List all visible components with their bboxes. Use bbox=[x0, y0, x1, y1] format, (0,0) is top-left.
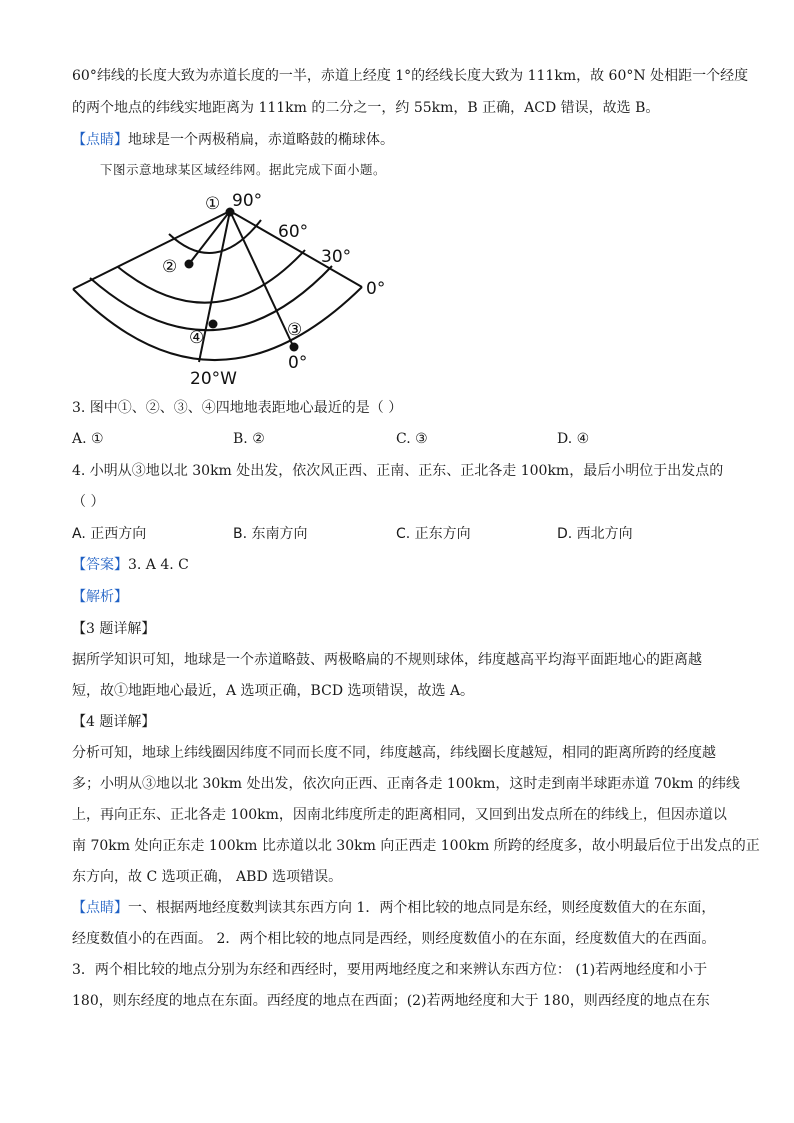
note-text: 地球是一个两极稍扁，赤道略鼓的椭球体。 bbox=[128, 132, 394, 148]
label-point-1: ① bbox=[205, 194, 221, 214]
tip-tag: 【点睛】 bbox=[72, 900, 128, 916]
intro-note bbox=[72, 130, 394, 150]
d4-line-3: 上，再向正东、正北各走 100km，因南北纬度所走的距离相同，又回到出发点所在的纬线上，但因赤道以 bbox=[72, 807, 727, 823]
tip-line-2: 经度数值小的在西面。 2．两个相比较的地点同是西经，则经度数值小的在东面，经度数值大的在西面。 bbox=[72, 931, 716, 947]
q3-option-d: D. ④ bbox=[557, 431, 590, 447]
d3-line-2: 短，故①地距地心最近，A 选项正确，BCD 选项错误，故选 A。 bbox=[72, 683, 475, 699]
d3-line-1: 据所学知识可知，地球是一个赤道略鼓、两极略扁的不规则球体，纬度越高平均海平面距地心的距离越 bbox=[72, 652, 702, 668]
tip-line-1 bbox=[72, 898, 715, 918]
label-lat0: 0° bbox=[366, 279, 386, 299]
q3-option-a: A. ① bbox=[72, 431, 104, 447]
label-lat60: 60° bbox=[278, 222, 309, 242]
q3-stem: 3. 图中①、②、③、④四地地表距地心最近的是（ ） bbox=[72, 400, 403, 416]
q4-option-a: A. 正西方向 bbox=[72, 526, 147, 542]
figure-caption: 下图示意地球某区域经纬网。据此完成下面小题。 bbox=[100, 162, 387, 177]
d3-tag: 【3 题详解】 bbox=[72, 621, 156, 637]
label-point-2: ② bbox=[162, 257, 178, 277]
q4-option-b: B. 东南方向 bbox=[233, 526, 308, 542]
answer-line bbox=[72, 555, 189, 575]
q3-option-b: B. ② bbox=[233, 431, 265, 447]
d4-tag: 【4 题详解】 bbox=[72, 714, 156, 730]
tip-line-3: 3．两个相比较的地点分别为东经和西经时，要用两地经度之和来辨认东西方位： (1)若两地经度和小于 bbox=[72, 962, 708, 978]
intro-line-2: 的两个地点的纬线实地距离为 111km 的二分之一，约 55km，B 正确，ACD 错误，故选 B。 bbox=[72, 100, 660, 116]
label-lat30: 30° bbox=[321, 247, 352, 267]
answer-text: 3. A 4. C bbox=[128, 557, 189, 573]
q4-stem-1: 4. 小明从③地以北 30km 处出发，依次风正西、正南、正东、正北各走 100km，最后小明位于出发点的 bbox=[72, 463, 724, 479]
point-4-dot bbox=[209, 320, 218, 329]
q4-stem-2: （ ） bbox=[72, 494, 105, 510]
label-point-4: ④ bbox=[189, 328, 205, 348]
analysis-tag: 【解析】 bbox=[72, 589, 128, 605]
label-lon0: 0° bbox=[288, 353, 308, 373]
note-tag: 【点睛】 bbox=[72, 132, 128, 148]
left-edge bbox=[73, 211, 230, 289]
tip-line-4: 180，则东经度的地点在东面。西经度的地点在西面；(2)若两地经度和大于 180，则西经度的地点在东 bbox=[72, 993, 710, 1009]
d4-line-5: 东方向，故 C 选项正确， ABD 选项错误。 bbox=[72, 869, 343, 885]
point-2-dot bbox=[185, 260, 194, 269]
label-point-3: ③ bbox=[287, 320, 303, 340]
point-3-dot bbox=[290, 343, 299, 352]
q4-option-c: C. 正东方向 bbox=[396, 526, 471, 542]
intro-line-1: 60°纬线的长度大致为赤道长度的一半，赤道上经度 1°的经线长度大致为 111km，故 60°N 处相距一个经度 bbox=[72, 68, 749, 84]
d4-line-1: 分析可知，地球上纬线圈因纬度不同而长度不同，纬度越高，纬线圈长度越短，相同的距离所跨的经度越 bbox=[72, 745, 716, 761]
d4-line-2: 多；小明从③地以北 30km 处出发，依次向正西、正南各走 100km，这时走到南半球距赤道 70km 的纬线 bbox=[72, 776, 740, 792]
q4-option-d: D. 西北方向 bbox=[557, 526, 633, 542]
q3-option-c: C. ③ bbox=[396, 431, 428, 447]
lat-60-arc bbox=[118, 250, 305, 303]
answer-tag: 【答案】 bbox=[72, 557, 128, 573]
label-lon20w: 20°W bbox=[190, 369, 237, 386]
label-lat90: 90° bbox=[232, 191, 263, 211]
tip-text-1: 一、根据两地经度数判读其东西方向 1．两个相比较的地点同是东经，则经度数值大的在东面， bbox=[128, 900, 716, 916]
d4-line-4: 南 70km 处向正东走 100km 比赤道以北 30km 向正西走 100km 所跨的经度多，故小明最后位于出发点的正 bbox=[72, 838, 760, 854]
graticule-figure bbox=[66, 186, 386, 386]
